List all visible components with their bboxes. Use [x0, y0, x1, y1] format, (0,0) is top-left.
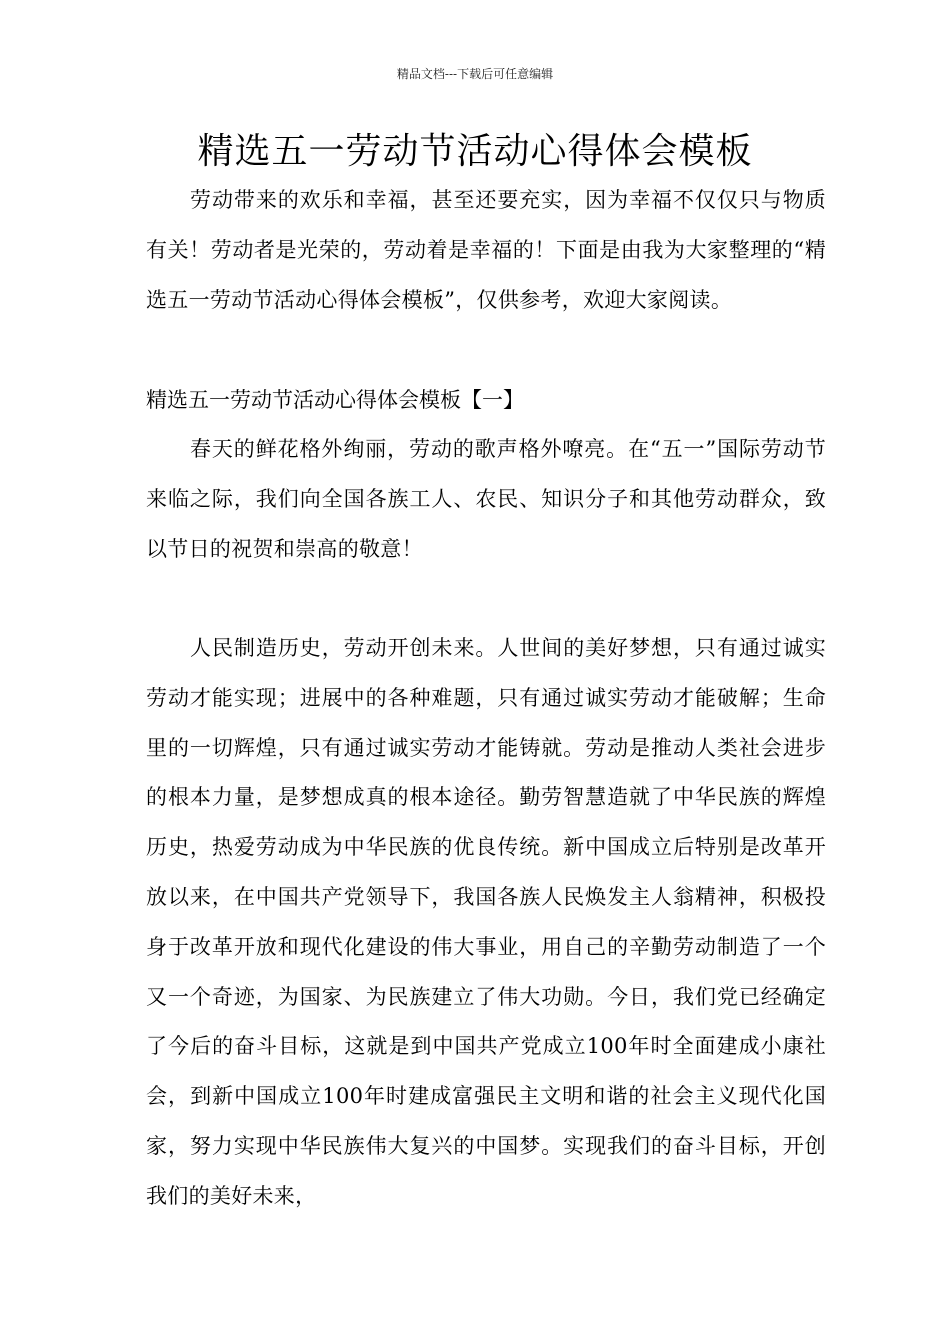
intro-paragraph: 劳动带来的欢乐和幸福，甚至还要充实，因为幸福不仅仅只与物质有关！劳动者是光荣的，劳动着是幸福的！下面是由我为大家整理的“精选五一劳动节活动心得体会模板”，仅供参考，欢迎大家阅读。 [146, 188, 826, 312]
paragraph-2: 人民制造历史，劳动开创未来。人世间的美好梦想，只有通过诚实劳动才能实现；进展中的各种难题，只有通过诚实劳动才能破解；生命里的一切辉煌，只有通过诚实劳动才能铸就。劳动是推动人类社会进步的根本力量，是梦想成真的根本途径。勤劳智慧造就了中华民族的辉煌历史，热爱劳动成为中华民族的优良传统。新中国成立后特别是改革开放以来，在中国共产党领导下，我国各族人民焕发主人翁精神，积极投身于改革开放和现代化建设的伟大事业，用自己的辛勤劳动制造了一个又一个奇迹，为国家、为民族建立了伟大功勋。今日，我们党已经确定了今后的奋斗目标，这就是到中国共产党成立100年时全面建成小康社会，到新中国成立100年时建成富强民主文明和谐的社会主义现代化国家，努力实现中华民族伟大复兴的中国梦。实现我们的奋斗目标，开创我们的美好未来， [146, 636, 826, 1208]
document-title: 精选五一劳动节活动心得体会模板 [197, 131, 753, 172]
header-note: 精品文档---下载后可任意编辑 [396, 67, 554, 81]
section-heading: 精选五一劳动节活动心得体会模板【一】 [146, 388, 524, 412]
paragraph-1: 春天的鲜花格外绚丽，劳动的歌声格外嘹亮。在“五一”国际劳动节来临之际，我们向全国各族工人、农民、知识分子和其他劳动群众，致以节日的祝贺和崇高的敬意！ [146, 437, 826, 561]
